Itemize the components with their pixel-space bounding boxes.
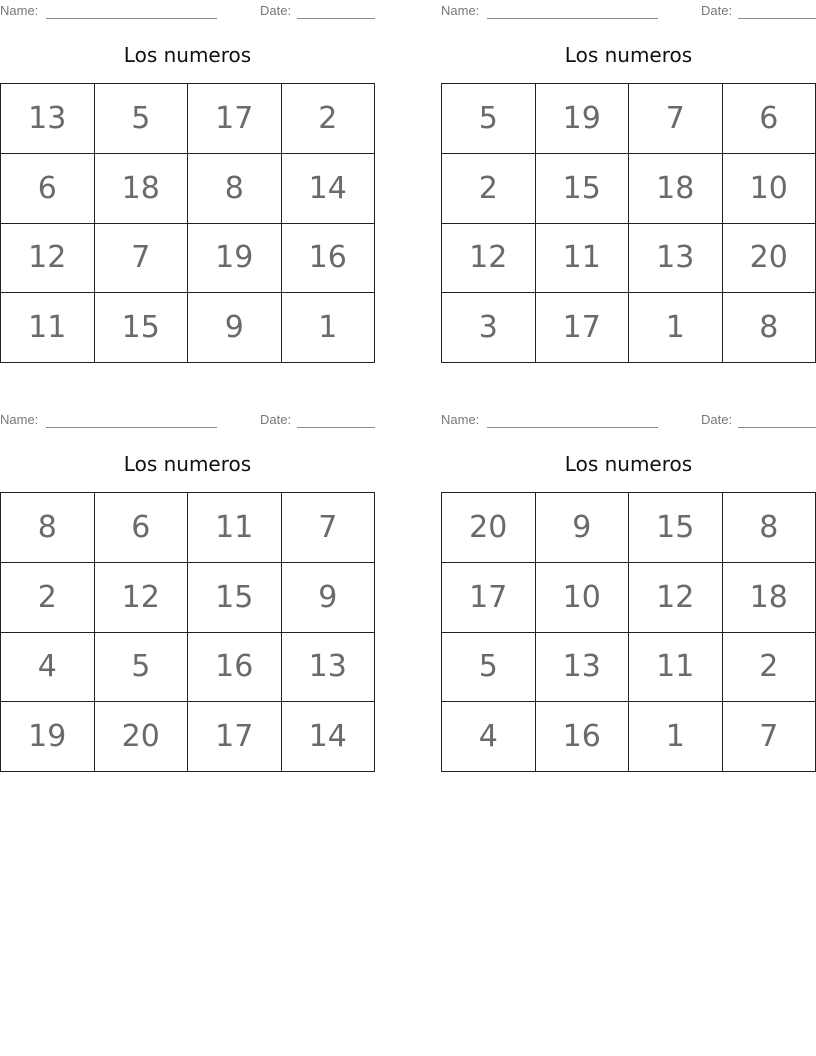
name-date-line <box>0 3 375 19</box>
grid-cell: 6 <box>95 493 189 563</box>
date-blank <box>297 18 375 19</box>
grid-cell: 19 <box>188 224 282 294</box>
grid-cell: 19 <box>1 702 95 772</box>
name-label: Name: <box>441 412 480 427</box>
card-title: Los numeros <box>564 452 693 476</box>
grid-cell: 7 <box>95 224 189 294</box>
grid-cell: 3 <box>442 293 536 363</box>
grid-cell: 4 <box>442 702 536 772</box>
grid-cell: 8 <box>723 493 816 563</box>
grid-cell: 5 <box>442 633 536 703</box>
grid-cell: 10 <box>723 154 816 224</box>
grid-cell: 14 <box>282 154 376 224</box>
grid-cell: 2 <box>442 154 536 224</box>
grid-cell: 7 <box>723 702 816 772</box>
name-blank <box>487 427 658 428</box>
name-date-line <box>0 412 375 428</box>
grid-cell: 15 <box>95 293 189 363</box>
date-label: Date: <box>260 3 292 18</box>
name-date-line <box>441 412 816 428</box>
grid-cell: 12 <box>442 224 536 294</box>
card-title: Los numeros <box>123 43 252 67</box>
grid-cell: 18 <box>629 154 723 224</box>
grid-cell: 13 <box>1 84 95 154</box>
grid-cell: 17 <box>188 84 282 154</box>
grid-cell: 15 <box>629 493 723 563</box>
number-grid <box>0 83 375 363</box>
grid-cell: 15 <box>188 563 282 633</box>
grid-cell: 2 <box>282 84 376 154</box>
name-label: Name: <box>0 3 39 18</box>
card-title: Los numeros <box>564 43 693 67</box>
bingo-card <box>441 0 816 375</box>
grid-cell: 5 <box>95 84 189 154</box>
grid-cell: 6 <box>1 154 95 224</box>
grid-cell: 2 <box>723 633 816 703</box>
grid-cell: 20 <box>95 702 189 772</box>
number-grid <box>441 83 816 363</box>
grid-cell: 8 <box>188 154 282 224</box>
grid-cell: 9 <box>536 493 630 563</box>
grid-cell: 4 <box>1 633 95 703</box>
grid-cell: 11 <box>536 224 630 294</box>
grid-cell: 15 <box>536 154 630 224</box>
grid-cell: 7 <box>629 84 723 154</box>
grid-cell: 9 <box>188 293 282 363</box>
bingo-card <box>0 409 375 784</box>
number-grid <box>441 492 816 772</box>
date-blank <box>738 427 816 428</box>
grid-cell: 16 <box>282 224 376 294</box>
grid-cell: 11 <box>629 633 723 703</box>
bingo-card <box>0 0 375 375</box>
date-label: Date: <box>701 412 733 427</box>
grid-cell: 20 <box>723 224 816 294</box>
grid-cell: 12 <box>1 224 95 294</box>
grid-cell: 6 <box>723 84 816 154</box>
name-date-line <box>441 3 816 19</box>
grid-cell: 8 <box>723 293 816 363</box>
grid-cell: 12 <box>629 563 723 633</box>
grid-cell: 5 <box>95 633 189 703</box>
name-blank <box>46 427 217 428</box>
grid-cell: 14 <box>282 702 376 772</box>
grid-cell: 7 <box>282 493 376 563</box>
name-blank <box>46 18 217 19</box>
name-blank <box>487 18 658 19</box>
grid-cell: 13 <box>629 224 723 294</box>
bingo-card <box>441 409 816 784</box>
grid-cell: 19 <box>536 84 630 154</box>
grid-cell: 1 <box>629 702 723 772</box>
grid-cell: 18 <box>95 154 189 224</box>
grid-cell: 18 <box>723 563 816 633</box>
grid-cell: 20 <box>442 493 536 563</box>
grid-cell: 16 <box>188 633 282 703</box>
grid-cell: 17 <box>442 563 536 633</box>
grid-cell: 1 <box>629 293 723 363</box>
grid-cell: 12 <box>95 563 189 633</box>
grid-cell: 13 <box>536 633 630 703</box>
grid-cell: 13 <box>282 633 376 703</box>
card-title: Los numeros <box>123 452 252 476</box>
date-label: Date: <box>701 3 733 18</box>
grid-cell: 17 <box>188 702 282 772</box>
grid-cell: 16 <box>536 702 630 772</box>
grid-cell: 11 <box>188 493 282 563</box>
name-label: Name: <box>441 3 480 18</box>
date-blank <box>738 18 816 19</box>
grid-cell: 8 <box>1 493 95 563</box>
grid-cell: 1 <box>282 293 376 363</box>
grid-cell: 9 <box>282 563 376 633</box>
number-grid <box>0 492 375 772</box>
grid-cell: 5 <box>442 84 536 154</box>
date-label: Date: <box>260 412 292 427</box>
grid-cell: 11 <box>1 293 95 363</box>
grid-cell: 17 <box>536 293 630 363</box>
name-label: Name: <box>0 412 39 427</box>
date-blank <box>297 427 375 428</box>
grid-cell: 2 <box>1 563 95 633</box>
grid-cell: 10 <box>536 563 630 633</box>
